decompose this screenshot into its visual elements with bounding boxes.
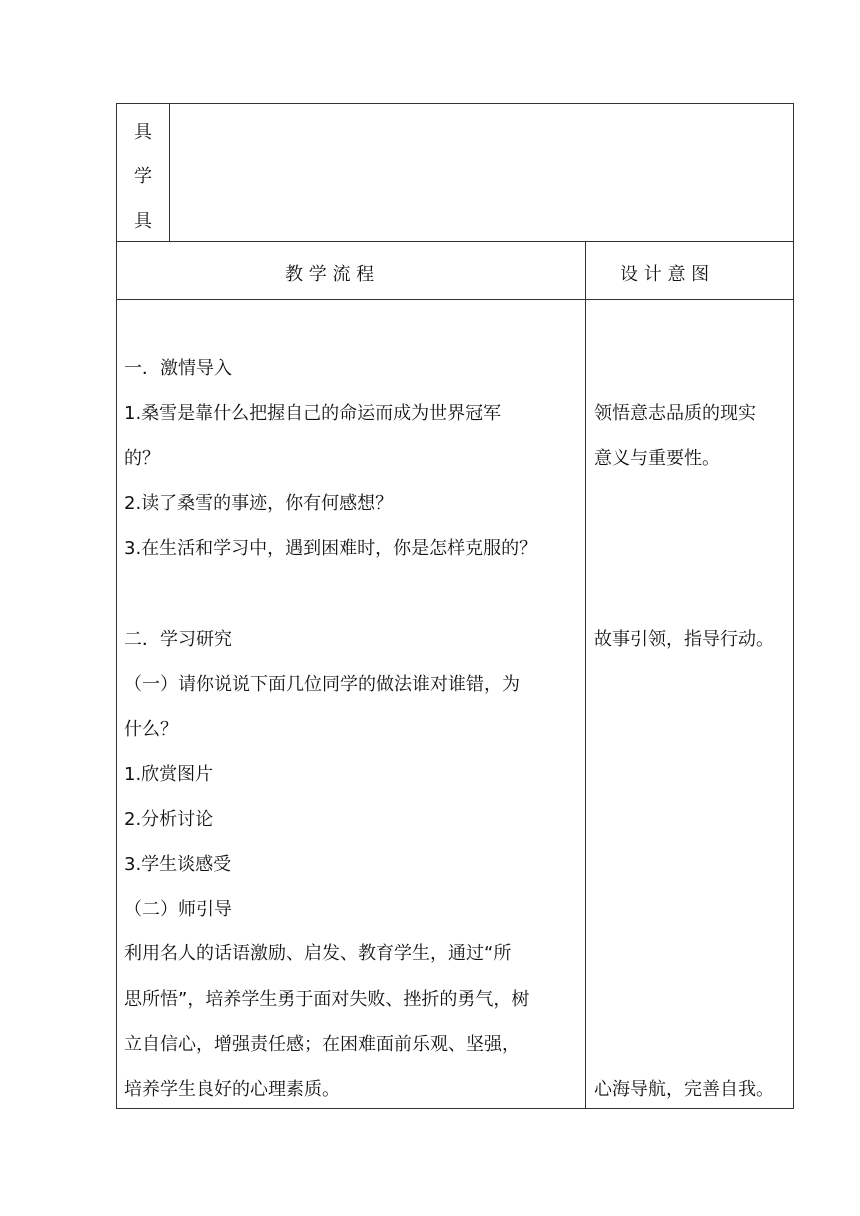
subsection2-title: （二）师引导: [124, 899, 232, 920]
header-design-intent: 设 计 意 图: [620, 264, 710, 285]
lesson-plan-table: [116, 103, 794, 1109]
intent1-line1: 领悟意志品质的现实: [594, 403, 756, 424]
subsection1-line2: 什么？: [124, 719, 178, 740]
teaching-tools-label-cell: [117, 104, 170, 241]
teaching-process-cell: [117, 300, 586, 1108]
header-teaching-process-cell: [117, 242, 586, 299]
step1: 1.欣赏图片: [124, 764, 214, 785]
question2: 2.读了桑雪的事迹，你有何感想？: [124, 493, 394, 514]
section2-title: 二．学习研究: [124, 629, 232, 650]
section1-title: 一．激情导入: [124, 358, 232, 379]
question3: 3.在生活和学习中，遇到困难时，你是怎样克服的？: [124, 538, 538, 559]
paragraph-line1: 利用名人的话语激励、启发、教育学生，通过“所: [124, 943, 512, 964]
header-design-intent-cell: [586, 242, 793, 299]
table-body-row: [117, 300, 793, 1108]
label-char-1: 具: [134, 122, 152, 143]
label-char-2: 学: [134, 166, 152, 187]
design-intent-cell: [586, 300, 793, 1108]
subsection1-line1: （一）请你说说下面几位同学的做法谁对谁错，为: [124, 674, 520, 695]
step2: 2.分析讨论: [124, 809, 214, 830]
paragraph-line3: 立自信心，增强责任感；在困难面前乐观、坚强，: [124, 1034, 520, 1055]
question1-line2: 的？: [124, 448, 160, 469]
intent2: 故事引领，指导行动。: [594, 629, 774, 650]
paragraph-line2: 思所悟”，培养学生勇于面对失败、挫折的勇气，树: [124, 989, 530, 1010]
step3: 3.学生谈感受: [124, 854, 232, 875]
intent3: 心海导航，完善自我。: [594, 1079, 774, 1100]
intent1-line2: 意义与重要性。: [594, 448, 720, 469]
table-header-row: [117, 242, 793, 300]
question1-line1: 1.桑雪是靠什么把握自己的命运而成为世界冠军: [124, 403, 502, 424]
label-char-3: 具: [134, 211, 152, 232]
teaching-tools-row: [117, 104, 793, 242]
paragraph-line4: 培养学生良好的心理素质。: [124, 1079, 340, 1100]
header-teaching-process: 教 学 流 程: [285, 264, 375, 285]
